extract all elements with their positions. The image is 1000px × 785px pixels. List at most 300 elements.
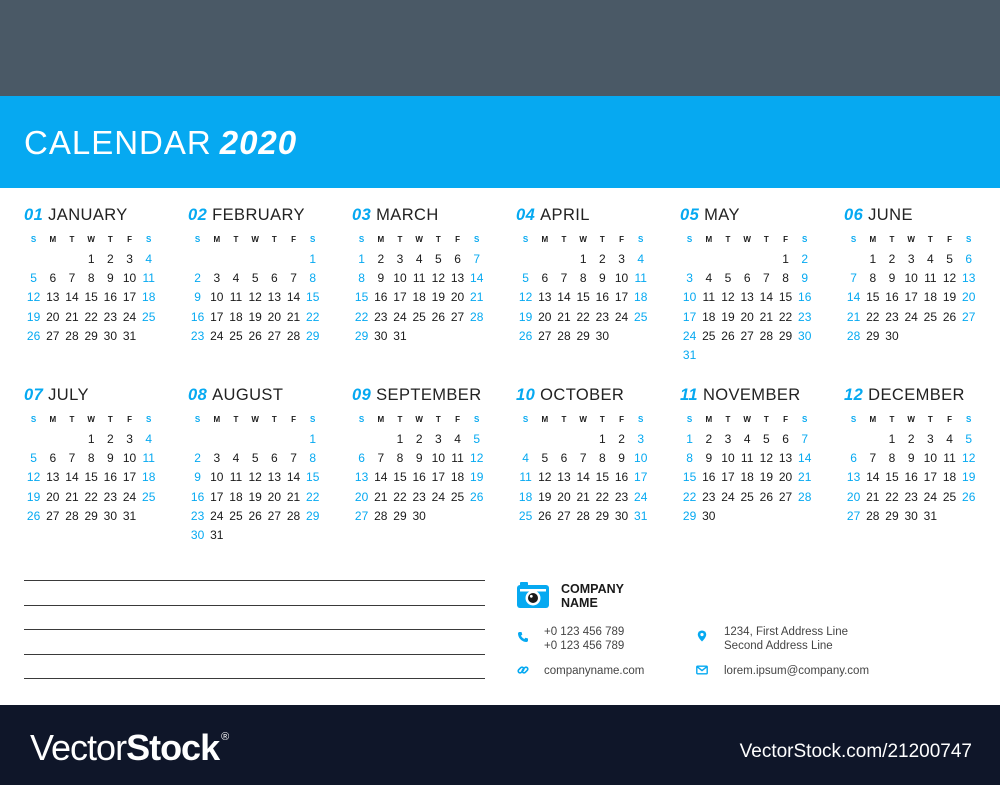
empty-day-cell xyxy=(631,327,650,346)
empty-day-cell xyxy=(43,430,62,449)
weekday-label: S xyxy=(358,235,365,244)
empty-day-cell xyxy=(574,430,593,449)
day-cell: 23 xyxy=(103,489,118,504)
day-cell: 20 xyxy=(46,309,60,324)
month-header xyxy=(24,386,174,410)
week-row xyxy=(516,288,666,307)
empty-day-cell xyxy=(62,250,81,269)
day-cell: 6 xyxy=(49,271,57,286)
weekday-label: F xyxy=(947,415,952,424)
day-cell: 2 xyxy=(107,432,114,446)
week-row xyxy=(352,468,502,487)
week-row xyxy=(24,327,174,346)
weekday-label: S xyxy=(802,235,808,244)
weekday-header-row xyxy=(844,230,994,250)
day-cell: 30 xyxy=(885,328,899,343)
weekday-label: S xyxy=(522,235,529,244)
day-cell: 7 xyxy=(850,271,857,286)
weekday-label: W xyxy=(415,415,423,424)
address-line-1: 1234, First Address Line xyxy=(724,626,849,638)
day-cell: 11 xyxy=(229,290,243,305)
day-cell: 22 xyxy=(682,489,697,504)
day-cell: 28 xyxy=(576,508,590,523)
empty-day-cell xyxy=(284,250,303,269)
day-cell: 30 xyxy=(412,508,426,523)
day-cell: 22 xyxy=(778,309,793,324)
day-cell: 28 xyxy=(65,328,79,343)
day-cell: 19 xyxy=(26,309,41,324)
day-cell: 4 xyxy=(415,252,423,266)
month-number: 10 xyxy=(516,386,536,404)
day-cell: 10 xyxy=(721,451,735,466)
day-cell: 15 xyxy=(306,290,320,305)
week-row xyxy=(24,288,174,307)
day-cell: 25 xyxy=(634,309,648,324)
day-cell: 15 xyxy=(84,290,98,305)
weekday-label: T xyxy=(69,235,75,244)
day-cell: 1 xyxy=(309,252,317,266)
weekday-label: T xyxy=(107,415,113,424)
weekday-header-row xyxy=(680,230,830,250)
day-cell: 22 xyxy=(576,309,590,324)
day-cell: 25 xyxy=(518,508,533,523)
day-cell: 5 xyxy=(763,432,770,446)
week-row xyxy=(844,507,994,526)
weekday-label: S xyxy=(310,235,316,244)
month-header xyxy=(680,206,830,230)
empty-day-cell xyxy=(188,250,207,269)
day-cell: 16 xyxy=(702,470,716,485)
day-cell: 23 xyxy=(190,508,205,523)
day-cell: 27 xyxy=(778,489,793,504)
empty-day-cell xyxy=(844,430,863,449)
weekday-header-row xyxy=(844,410,994,430)
day-cell: 3 xyxy=(213,451,221,466)
day-cell: 1 xyxy=(87,432,95,446)
weekday-label: F xyxy=(127,415,132,424)
day-cell: 8 xyxy=(309,271,317,286)
day-cell: 31 xyxy=(210,527,224,542)
day-cell: 4 xyxy=(705,271,713,286)
day-cell: 1 xyxy=(87,252,95,266)
day-cell: 4 xyxy=(927,252,934,266)
empty-day-cell xyxy=(246,250,265,269)
day-cell: 31 xyxy=(122,328,137,343)
empty-day-cell xyxy=(516,250,535,269)
day-cell: 21 xyxy=(798,470,812,485)
day-cell: 19 xyxy=(26,489,41,504)
week-row xyxy=(188,449,338,468)
day-cell: 20 xyxy=(962,290,976,305)
month-name: JANUARY xyxy=(48,206,128,224)
weekday-label: T xyxy=(927,235,933,244)
week-row xyxy=(24,449,174,468)
weekday-label: T xyxy=(435,235,441,244)
company-name: COMPANY NAME xyxy=(561,582,624,610)
empty-day-cell xyxy=(776,507,795,526)
day-cell: 12 xyxy=(248,470,262,485)
weekday-label: S xyxy=(310,415,316,424)
note-line xyxy=(24,580,485,605)
month-header xyxy=(844,206,994,230)
day-cell: 29 xyxy=(682,508,697,523)
empty-day-cell xyxy=(207,430,226,449)
day-cell: 13 xyxy=(538,290,552,305)
empty-day-cell xyxy=(757,346,776,365)
day-cell: 27 xyxy=(354,508,369,523)
day-cell: 21 xyxy=(759,309,774,324)
day-cell: 20 xyxy=(538,309,552,324)
day-cell: 17 xyxy=(122,470,137,485)
day-cell: 22 xyxy=(866,309,880,324)
day-cell: 3 xyxy=(724,432,732,446)
empty-day-cell xyxy=(699,250,718,269)
day-cell: 14 xyxy=(576,470,590,485)
day-cell: 6 xyxy=(271,451,278,466)
day-cell: 13 xyxy=(450,271,465,286)
week-row xyxy=(352,488,502,507)
day-cell: 6 xyxy=(541,271,549,286)
empty-day-cell xyxy=(265,250,284,269)
day-cell: 24 xyxy=(393,309,407,324)
day-cell: 28 xyxy=(470,309,484,324)
day-cell: 4 xyxy=(232,271,240,286)
weekday-label: T xyxy=(397,235,403,244)
week-row xyxy=(188,308,338,327)
day-cell: 26 xyxy=(470,489,484,504)
empty-day-cell xyxy=(352,430,371,449)
day-cell: 7 xyxy=(68,451,76,466)
week-row xyxy=(188,488,338,507)
week-row xyxy=(516,250,666,269)
day-cell: 22 xyxy=(306,309,320,324)
empty-day-cell xyxy=(188,430,207,449)
day-cell: 7 xyxy=(801,432,809,446)
day-cell: 30 xyxy=(190,527,205,542)
weekday-label: S xyxy=(522,415,529,424)
day-cell: 8 xyxy=(579,271,587,286)
camera-icon xyxy=(515,580,551,610)
weekday-label: W xyxy=(907,415,915,424)
email-link[interactable]: lorem.ipsum@company.com xyxy=(724,665,870,677)
day-cell: 13 xyxy=(354,470,369,485)
day-cell: 11 xyxy=(412,271,426,286)
day-cell: 4 xyxy=(232,451,240,466)
week-row xyxy=(680,430,830,449)
day-cell: 2 xyxy=(705,432,713,446)
day-cell: 21 xyxy=(470,290,484,305)
day-cell: 5 xyxy=(251,451,259,466)
day-cell: 18 xyxy=(142,290,156,305)
day-cell: 27 xyxy=(267,328,282,343)
week-row xyxy=(844,288,994,307)
footer-bar xyxy=(0,705,1000,785)
day-cell: 23 xyxy=(190,328,205,343)
day-cell: 1 xyxy=(888,432,896,446)
day-cell: 11 xyxy=(142,451,155,466)
title-word: CALENDAR xyxy=(24,124,212,161)
weekday-label: T xyxy=(763,415,769,424)
day-cell: 15 xyxy=(354,290,369,305)
day-cell: 3 xyxy=(907,252,915,266)
day-cell: 2 xyxy=(618,432,625,446)
week-row xyxy=(844,308,994,327)
day-cell: 1 xyxy=(579,252,587,266)
day-cell: 29 xyxy=(306,508,320,523)
day-cell: 6 xyxy=(850,451,857,466)
week-row xyxy=(352,507,502,526)
day-cell: 16 xyxy=(103,470,118,485)
day-cell: 17 xyxy=(614,290,629,305)
week-row xyxy=(188,327,338,346)
weekday-label: S xyxy=(966,415,972,424)
day-cell: 30 xyxy=(798,328,812,343)
month-name: JULY xyxy=(48,386,89,404)
weekday-label: F xyxy=(783,235,788,244)
empty-day-cell xyxy=(612,327,631,346)
day-cell: 2 xyxy=(107,252,114,266)
empty-day-cell xyxy=(246,526,265,545)
weekday-label: F xyxy=(455,415,460,424)
empty-day-cell xyxy=(467,327,486,346)
day-cell: 11 xyxy=(229,470,243,485)
day-cell: 5 xyxy=(724,271,732,286)
day-cell: 31 xyxy=(682,347,697,362)
weekday-label: W xyxy=(251,235,259,244)
day-cell: 6 xyxy=(560,451,568,466)
day-cell: 17 xyxy=(721,470,735,485)
day-cell: 28 xyxy=(286,328,301,343)
weekday-label: W xyxy=(743,235,751,244)
weekday-label: S xyxy=(638,235,644,244)
empty-day-cell xyxy=(718,346,737,365)
month-header xyxy=(188,386,338,410)
day-cell: 29 xyxy=(595,508,610,523)
day-cell: 30 xyxy=(103,508,118,523)
empty-day-cell xyxy=(554,250,573,269)
week-row xyxy=(680,507,830,526)
weekday-header-row xyxy=(188,230,338,250)
day-cell: 13 xyxy=(778,451,793,466)
day-cell: 3 xyxy=(927,432,934,446)
day-cell: 20 xyxy=(267,309,282,324)
weekday-label: T xyxy=(233,415,239,424)
day-cell: 23 xyxy=(798,309,812,324)
day-cell: 15 xyxy=(778,290,793,305)
empty-day-cell xyxy=(535,430,554,449)
weekday-label: S xyxy=(30,415,37,424)
day-cell: 11 xyxy=(702,290,716,305)
day-cell: 19 xyxy=(538,489,552,504)
day-cell: 30 xyxy=(595,328,610,343)
month-block xyxy=(188,206,338,346)
weekday-label: W xyxy=(87,415,95,424)
day-cell: 3 xyxy=(618,252,625,266)
weekday-label: F xyxy=(291,415,296,424)
weekday-label: S xyxy=(474,235,480,244)
empty-day-cell xyxy=(24,250,43,269)
day-cell: 26 xyxy=(759,489,774,504)
day-cell: 6 xyxy=(782,432,789,446)
day-cell: 2 xyxy=(907,432,915,446)
empty-day-cell xyxy=(226,250,245,269)
day-cell: 23 xyxy=(904,489,918,504)
day-cell: 7 xyxy=(377,451,385,466)
weekday-label: T xyxy=(889,235,895,244)
day-cell: 17 xyxy=(393,290,407,305)
day-cell: 23 xyxy=(885,309,899,324)
day-cell: 26 xyxy=(248,508,262,523)
day-cell: 12 xyxy=(26,470,41,485)
day-cell: 29 xyxy=(84,328,98,343)
empty-day-cell xyxy=(554,430,573,449)
empty-day-cell xyxy=(62,430,81,449)
empty-day-cell xyxy=(795,507,814,526)
weekday-label: T xyxy=(599,415,605,424)
registered-mark: ® xyxy=(221,731,229,743)
day-cell: 31 xyxy=(923,508,938,523)
day-cell: 24 xyxy=(210,328,224,343)
top-band xyxy=(0,0,1000,96)
day-cell: 1 xyxy=(358,252,365,266)
week-row xyxy=(24,250,174,269)
title-year: 2020 xyxy=(219,124,298,161)
weekday-label: M xyxy=(869,235,877,244)
weekday-header-row xyxy=(24,230,174,250)
day-cell: 9 xyxy=(888,271,896,286)
day-cell: 28 xyxy=(846,328,861,343)
day-cell: 24 xyxy=(923,489,938,504)
note-line xyxy=(24,678,485,703)
day-cell: 8 xyxy=(87,271,95,286)
weekday-label: S xyxy=(194,415,201,424)
day-cell: 22 xyxy=(306,489,320,504)
weekday-header-row xyxy=(516,410,666,430)
day-cell: 3 xyxy=(686,271,693,286)
day-cell: 16 xyxy=(374,290,388,305)
day-cell: 6 xyxy=(965,252,973,266)
week-row xyxy=(680,288,830,307)
weekday-label: S xyxy=(146,235,152,244)
link-icon xyxy=(517,664,529,676)
day-cell: 9 xyxy=(377,271,385,286)
empty-day-cell xyxy=(757,250,776,269)
day-cell: 26 xyxy=(26,328,41,343)
day-cell: 15 xyxy=(595,470,610,485)
day-cell: 16 xyxy=(614,470,629,485)
day-cell: 4 xyxy=(454,432,461,446)
empty-day-cell xyxy=(738,346,757,365)
day-cell: 27 xyxy=(557,508,571,523)
day-cell: 12 xyxy=(248,290,262,305)
weekday-label: F xyxy=(619,235,624,244)
day-cell: 21 xyxy=(866,489,880,504)
day-cell: 25 xyxy=(942,489,957,504)
day-cell: 16 xyxy=(412,470,426,485)
day-cell: 21 xyxy=(286,489,301,504)
day-cell: 17 xyxy=(923,470,938,485)
month-name: DECEMBER xyxy=(868,386,965,404)
weekday-label: S xyxy=(358,415,365,424)
weekday-label: S xyxy=(30,235,37,244)
month-number: 09 xyxy=(352,386,372,404)
weekday-label: W xyxy=(907,235,915,244)
day-cell: 27 xyxy=(46,328,60,343)
week-row xyxy=(680,449,830,468)
empty-day-cell xyxy=(940,507,959,526)
week-row xyxy=(188,269,338,288)
day-cell: 21 xyxy=(65,489,79,504)
day-cell: 28 xyxy=(798,489,812,504)
day-cell: 23 xyxy=(702,489,716,504)
empty-day-cell xyxy=(902,327,921,346)
week-row xyxy=(844,468,994,487)
day-cell: 4 xyxy=(145,252,153,266)
month-block xyxy=(844,206,994,346)
week-row xyxy=(352,449,502,468)
week-row xyxy=(516,468,666,487)
weekday-label: M xyxy=(705,235,713,244)
day-cell: 19 xyxy=(759,470,774,485)
day-cell: 20 xyxy=(354,489,369,504)
day-cell: 10 xyxy=(634,451,648,466)
day-cell: 9 xyxy=(194,470,201,485)
weekday-label: F xyxy=(291,235,296,244)
day-cell: 27 xyxy=(450,309,465,324)
day-cell: 5 xyxy=(30,271,37,286)
day-cell: 9 xyxy=(618,451,625,466)
day-cell: 26 xyxy=(538,508,552,523)
weekday-label: M xyxy=(377,415,385,424)
empty-day-cell xyxy=(738,507,757,526)
day-cell: 16 xyxy=(798,290,812,305)
empty-day-cell xyxy=(680,250,699,269)
month-block xyxy=(352,386,502,526)
day-cell: 12 xyxy=(721,290,735,305)
day-cell: 15 xyxy=(682,470,697,485)
empty-day-cell xyxy=(284,526,303,545)
day-cell: 5 xyxy=(251,271,259,286)
month-number: 01 xyxy=(24,206,44,224)
day-cell: 29 xyxy=(306,328,320,343)
website-link[interactable]: companyname.com xyxy=(544,665,645,677)
day-cell: 7 xyxy=(290,271,297,286)
day-cell: 24 xyxy=(721,489,735,504)
weekday-label: S xyxy=(146,415,152,424)
day-cell: 15 xyxy=(306,470,320,485)
week-row xyxy=(352,327,502,346)
empty-day-cell xyxy=(535,250,554,269)
day-cell: 15 xyxy=(576,290,590,305)
day-cell: 1 xyxy=(869,252,877,266)
day-cell: 4 xyxy=(743,432,751,446)
day-cell: 28 xyxy=(866,508,880,523)
day-cell: 21 xyxy=(557,309,571,324)
month-header xyxy=(188,206,338,230)
month-number: 07 xyxy=(24,386,44,404)
brand-part-2: Stock xyxy=(126,727,220,768)
day-cell: 21 xyxy=(576,489,590,504)
day-cell: 18 xyxy=(450,470,465,485)
day-cell: 11 xyxy=(943,451,956,466)
week-row xyxy=(516,430,666,449)
month-block xyxy=(516,206,666,346)
day-cell: 5 xyxy=(541,451,549,466)
day-cell: 27 xyxy=(538,328,552,343)
day-cell: 25 xyxy=(923,309,938,324)
phone-number-2: +0 123 456 789 xyxy=(544,640,625,652)
day-cell: 29 xyxy=(866,328,880,343)
